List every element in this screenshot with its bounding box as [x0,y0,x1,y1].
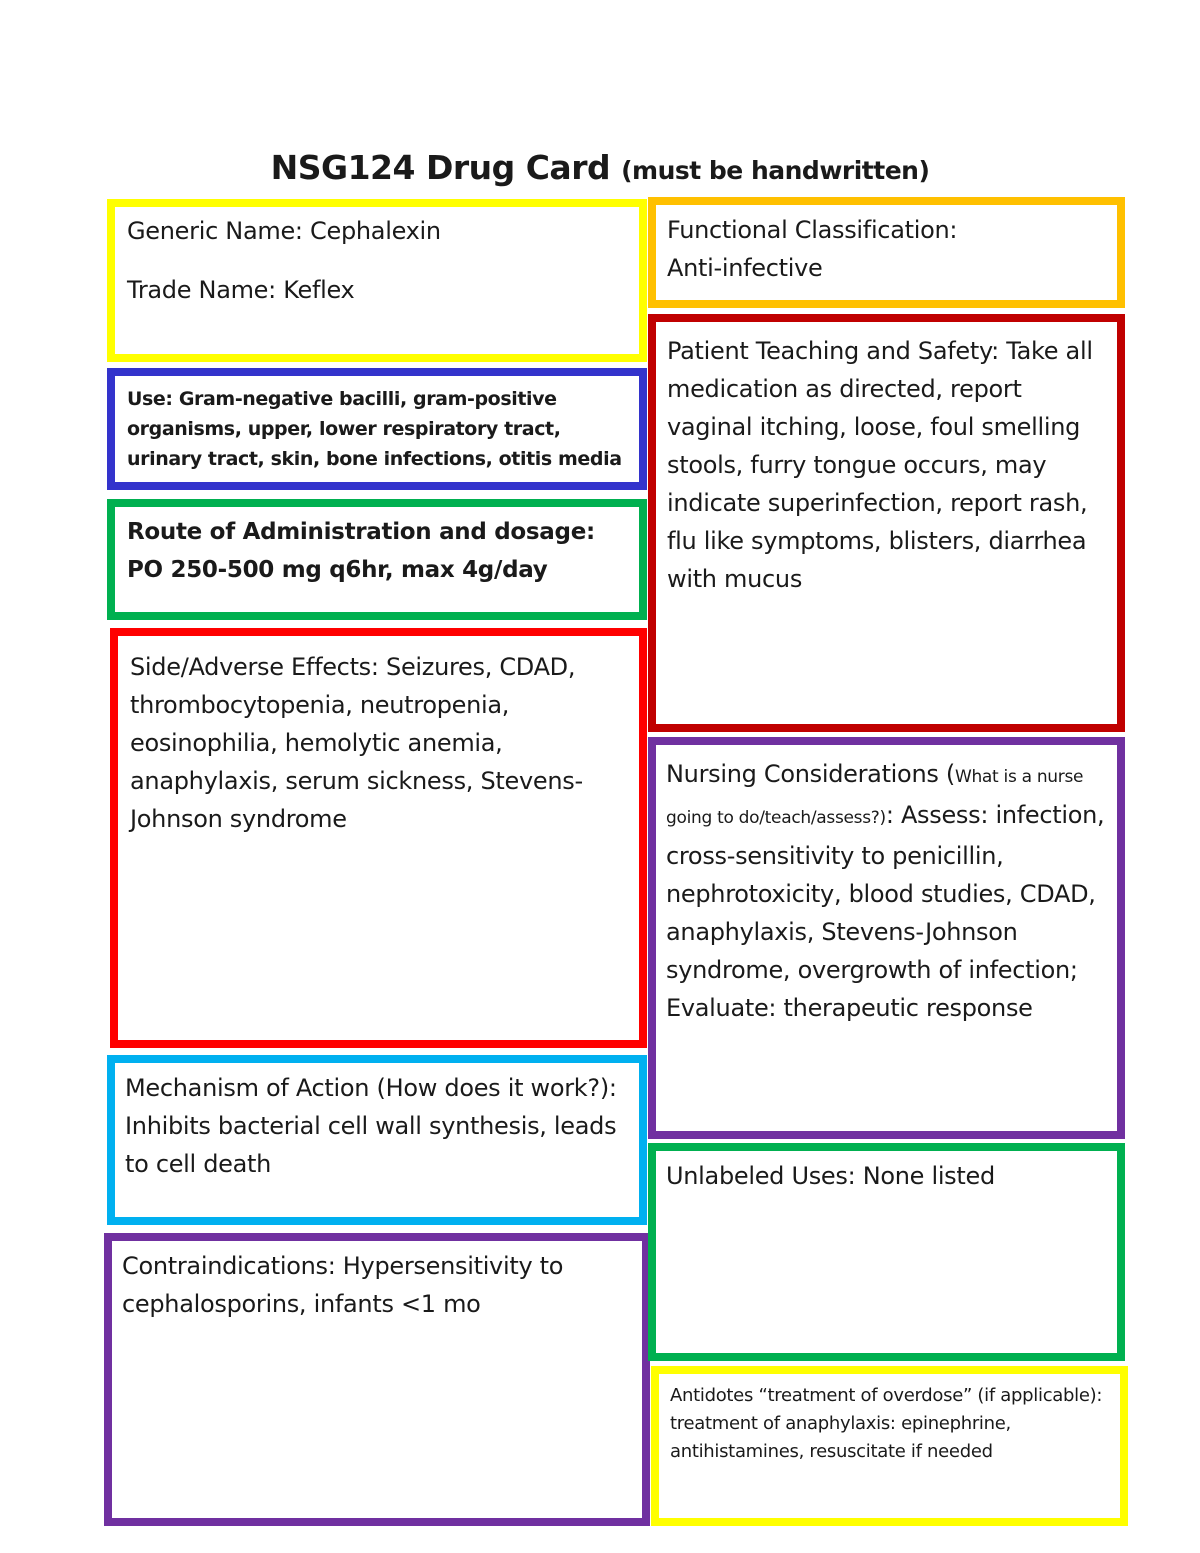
nursing-prompt: What is a nurse going to do/teach/assess?) [666,767,1084,828]
nursing-box [648,737,1125,1139]
side-effects-text: Side/Adverse Effects: Seizures, CDAD, thrombocytopenia, neutropenia, eosinophilia, hemolytic anemia, anaphylaxis, serum sickness, Stevens-Johnson syndrome [130,653,583,833]
route-box [107,499,647,620]
title-sub: (must be handwritten) [621,156,930,185]
antidotes-text: Antidotes “treatment of overdose” (if applicable): treatment of anaphylaxis: epinephrine, antihistamines, resuscitate if needed [670,1385,1103,1462]
antidotes-box [651,1366,1128,1526]
mechanism-box [107,1055,647,1225]
contraindications-box [104,1233,650,1526]
names-box [107,199,647,362]
patient-teaching-text: Patient Teaching and Safety: Take all medication as directed, report vaginal itching, loose, foul smelling stools, furry tongue occurs, may indicate superinfection, report rash, flu like symptoms, blisters, diarrhea with mucus [667,337,1093,593]
title-main: NSG124 Drug Card [270,148,611,187]
mechanism-text: Mechanism of Action (How does it work?): Inhibits bacterial cell wall synthesis, leads to cell death [125,1074,617,1178]
classification-value: Anti-infective [667,254,823,282]
unlabeled-box [648,1143,1125,1361]
page-title [0,148,1200,187]
use-box [107,368,647,490]
use-text: Use: Gram-negative bacilli, gram-positive organisms, upper, lower respiratory tract, urinary tract, skin, bone infections, otitis media [127,388,622,470]
trade-name: Trade Name: Keflex [127,276,355,304]
classification-label: Functional Classification: [667,216,958,244]
nursing-text: : Assess: infection, cross-sensitivity to penicillin, nephrotoxicity, blood studies, CDAD, anaphylaxis, Stevens-Johnson syndrome, overgrowth of infection; Evaluate: therapeutic response [666,801,1105,1022]
patient-teaching-box [648,314,1125,732]
side-effects-box [110,628,647,1048]
contraindications-text: Contraindications: Hypersensitivity to cephalosporins, infants <1 mo [122,1252,564,1318]
unlabeled-text: Unlabeled Uses: None listed [666,1162,995,1190]
nursing-label: Nursing Considerations ( [666,760,955,788]
classification-box [648,197,1125,308]
generic-name: Generic Name: Cephalexin [127,217,441,245]
route-text: Route of Administration and dosage: PO 250-500 mg q6hr, max 4g/day [127,519,595,583]
